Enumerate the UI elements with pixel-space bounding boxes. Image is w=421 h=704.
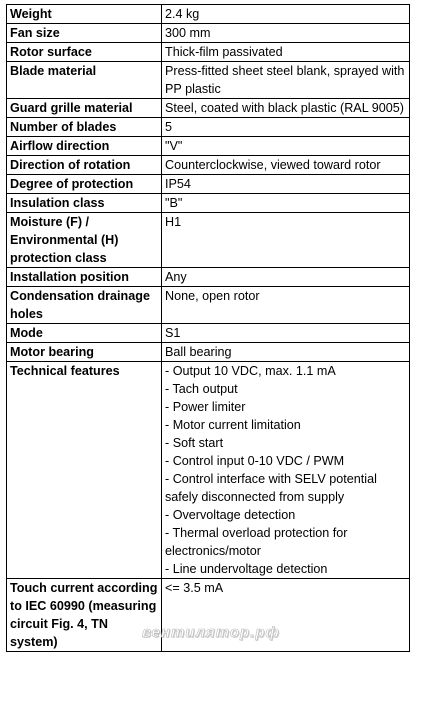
spec-value-line: 5 (165, 120, 173, 134)
spec-value-line: - Control input 0-10 VDC / PWM (165, 454, 345, 468)
spec-value (162, 118, 410, 137)
spec-value-line: Any (165, 270, 187, 284)
spec-row (7, 175, 410, 194)
spec-value-line: "V" (165, 139, 183, 153)
spec-row (7, 194, 410, 213)
spec-label: Degree of protection (7, 175, 162, 194)
spec-row (7, 156, 410, 175)
spec-row (7, 213, 410, 268)
spec-value-line: - Overvoltage detection (165, 508, 296, 522)
spec-value (162, 99, 410, 118)
watermark-logo: вентилятор.рф (142, 624, 280, 641)
spec-value-line: - Output 10 VDC, max. 1.1 mA (165, 364, 336, 378)
spec-value-line: - Motor current limitation (165, 418, 301, 432)
spec-value-line: IP54 (165, 177, 191, 191)
spec-value-line: Counterclockwise, viewed toward rotor (165, 158, 381, 172)
spec-value (162, 324, 410, 343)
spec-value (162, 24, 410, 43)
spec-value-line: "B" (165, 196, 183, 210)
spec-value-line: 2.4 kg (165, 7, 200, 21)
spec-row (7, 343, 410, 362)
spec-value-line: None, open rotor (165, 289, 260, 303)
spec-row (7, 137, 410, 156)
spec-table (6, 4, 410, 652)
spec-table-body (7, 5, 410, 652)
spec-value (162, 362, 410, 579)
spec-row (7, 268, 410, 287)
spec-value-line: - Control interface with SELV potential safely disconnected from supply (165, 472, 377, 504)
spec-row (7, 362, 410, 579)
spec-label: Condensation drainage holes (7, 287, 162, 324)
spec-value-line: - Line undervoltage detection (165, 562, 328, 576)
spec-value-line: Thick-film passivated (165, 45, 283, 59)
spec-value-line: Press-fitted sheet steel blank, sprayed with PP plastic (165, 64, 405, 96)
spec-label: Mode (7, 324, 162, 343)
spec-value-line: S1 (165, 326, 181, 340)
spec-value-line: - Tach output (165, 382, 238, 396)
spec-label: Guard grille material (7, 99, 162, 118)
spec-value (162, 213, 410, 268)
spec-label: Number of blades (7, 118, 162, 137)
spec-value (162, 194, 410, 213)
spec-label: Touch current according to IEC 60990 (measuring circuit Fig. 4, TN system) (7, 579, 162, 652)
spec-row (7, 5, 410, 24)
spec-value (162, 268, 410, 287)
spec-label: Fan size (7, 24, 162, 43)
spec-row (7, 24, 410, 43)
spec-value (162, 156, 410, 175)
spec-row (7, 43, 410, 62)
spec-value-line: <= 3.5 mA (165, 581, 224, 595)
spec-label: Moisture (F) / Environmental (H) protection class (7, 213, 162, 268)
spec-value (162, 62, 410, 99)
spec-label: Insulation class (7, 194, 162, 213)
spec-row (7, 99, 410, 118)
spec-value (162, 43, 410, 62)
spec-value (162, 343, 410, 362)
spec-row (7, 287, 410, 324)
spec-value-line: - Power limiter (165, 400, 246, 414)
spec-label: Motor bearing (7, 343, 162, 362)
spec-label: Weight (7, 5, 162, 24)
spec-label: Rotor surface (7, 43, 162, 62)
spec-label: Direction of rotation (7, 156, 162, 175)
spec-row (7, 324, 410, 343)
spec-label: Airflow direction (7, 137, 162, 156)
spec-value-line: - Soft start (165, 436, 224, 450)
spec-value (162, 137, 410, 156)
spec-label: Installation position (7, 268, 162, 287)
spec-label: Blade material (7, 62, 162, 99)
spec-value-line: H1 (165, 215, 182, 229)
spec-value-line: Ball bearing (165, 345, 232, 359)
spec-value (162, 5, 410, 24)
spec-row (7, 62, 410, 99)
spec-label: Technical features (7, 362, 162, 579)
spec-value (162, 287, 410, 324)
spec-row (7, 118, 410, 137)
spec-value-line: Steel, coated with black plastic (RAL 9005) (165, 101, 404, 115)
spec-value-line: 300 mm (165, 26, 211, 40)
spec-value-line: - Thermal overload protection for electronics/motor (165, 526, 348, 558)
spec-value (162, 175, 410, 194)
